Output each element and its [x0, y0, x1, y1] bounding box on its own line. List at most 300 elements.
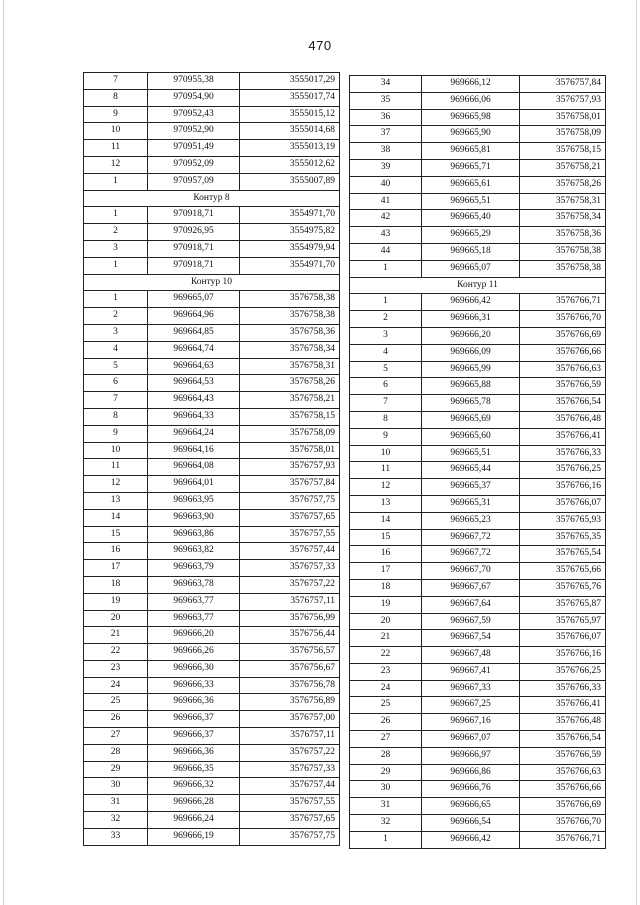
table-row [84, 89, 340, 106]
point-number-cell: 15 [84, 526, 148, 543]
table-row [350, 697, 606, 714]
y-coordinate-cell: 3554971,70 [240, 257, 340, 274]
point-number-cell: 10 [84, 442, 148, 459]
point-number-cell: 1 [350, 294, 422, 311]
table-row [84, 660, 340, 677]
x-coordinate-cell: 969667,16 [422, 714, 520, 731]
contour-header-row [350, 277, 606, 294]
x-coordinate-cell: 969663,77 [148, 610, 240, 627]
table-row [350, 378, 606, 395]
point-number-cell: 33 [84, 828, 148, 845]
x-coordinate-cell: 969667,64 [422, 596, 520, 613]
y-coordinate-cell: 3576766,69 [520, 798, 606, 815]
point-number-cell: 1 [84, 207, 148, 224]
y-coordinate-cell: 3576766,70 [520, 311, 606, 328]
y-coordinate-cell: 3576758,36 [520, 227, 606, 244]
point-number-cell: 13 [84, 492, 148, 509]
table-row [350, 764, 606, 781]
x-coordinate-cell: 969667,67 [422, 579, 520, 596]
point-number-cell: 4 [350, 344, 422, 361]
x-coordinate-cell: 969666,06 [422, 92, 520, 109]
point-number-cell: 27 [350, 731, 422, 748]
table-row [350, 428, 606, 445]
table-row [350, 260, 606, 277]
point-number-cell: 5 [84, 358, 148, 375]
table-row [350, 395, 606, 412]
x-coordinate-cell: 969665,88 [422, 378, 520, 395]
table-row [350, 529, 606, 546]
table-row [84, 442, 340, 459]
point-number-cell: 9 [350, 428, 422, 445]
table-row [84, 593, 340, 610]
y-coordinate-cell: 3576766,07 [520, 495, 606, 512]
point-number-cell: 44 [350, 243, 422, 260]
x-coordinate-cell: 970952,43 [148, 106, 240, 123]
y-coordinate-cell: 3576757,75 [240, 828, 340, 845]
y-coordinate-cell: 3555007,89 [240, 173, 340, 190]
y-coordinate-cell: 3576766,59 [520, 747, 606, 764]
table-row [84, 73, 340, 90]
x-coordinate-cell: 969664,33 [148, 408, 240, 425]
point-number-cell: 24 [350, 680, 422, 697]
page-number: 470 [308, 38, 332, 53]
point-number-cell: 2 [84, 308, 148, 325]
table-row [84, 627, 340, 644]
table-row [350, 630, 606, 647]
y-coordinate-cell: 3576757,84 [520, 76, 606, 93]
table-row [350, 546, 606, 563]
point-number-cell: 27 [84, 728, 148, 745]
y-coordinate-cell: 3576758,01 [240, 442, 340, 459]
point-number-cell: 19 [350, 596, 422, 613]
point-number-cell: 34 [350, 76, 422, 93]
point-number-cell: 26 [84, 711, 148, 728]
x-coordinate-cell: 970926,95 [148, 224, 240, 241]
table-row [84, 240, 340, 257]
table-row [84, 408, 340, 425]
point-number-cell: 18 [350, 579, 422, 596]
point-number-cell: 24 [84, 677, 148, 694]
y-coordinate-cell: 3576766,63 [520, 764, 606, 781]
y-coordinate-cell: 3576766,66 [520, 781, 606, 798]
point-number-cell: 25 [350, 697, 422, 714]
table-row [350, 294, 606, 311]
x-coordinate-cell: 969667,70 [422, 563, 520, 580]
contour-label: Контур 8 [84, 190, 340, 207]
x-coordinate-cell: 969666,97 [422, 747, 520, 764]
coordinates-table-left-body [84, 73, 340, 846]
x-coordinate-cell: 969665,07 [422, 260, 520, 277]
point-number-cell: 38 [350, 143, 422, 160]
point-number-cell: 20 [84, 610, 148, 627]
y-coordinate-cell: 3576757,33 [240, 560, 340, 577]
table-row [350, 193, 606, 210]
y-coordinate-cell: 3576758,26 [520, 176, 606, 193]
x-coordinate-cell: 969664,01 [148, 476, 240, 493]
x-coordinate-cell: 969666,28 [148, 795, 240, 812]
y-coordinate-cell: 3576758,26 [240, 375, 340, 392]
y-coordinate-cell: 3576766,66 [520, 344, 606, 361]
x-coordinate-cell: 969664,08 [148, 459, 240, 476]
table-row [350, 143, 606, 160]
table-row [350, 126, 606, 143]
table-row [350, 445, 606, 462]
table-row [84, 156, 340, 173]
table-row [350, 815, 606, 832]
x-coordinate-cell: 969666,36 [148, 694, 240, 711]
y-coordinate-cell: 3555015,12 [240, 106, 340, 123]
point-number-cell: 19 [84, 593, 148, 610]
table-row [84, 257, 340, 274]
y-coordinate-cell: 3576756,99 [240, 610, 340, 627]
point-number-cell: 41 [350, 193, 422, 210]
point-number-cell: 6 [84, 375, 148, 392]
point-number-cell: 20 [350, 613, 422, 630]
point-number-cell: 29 [350, 764, 422, 781]
y-coordinate-cell: 3576756,57 [240, 644, 340, 661]
table-row [84, 375, 340, 392]
y-coordinate-cell: 3554971,70 [240, 207, 340, 224]
table-row [84, 224, 340, 241]
y-coordinate-cell: 3576757,55 [240, 795, 340, 812]
x-coordinate-cell: 969666,20 [422, 327, 520, 344]
point-number-cell: 35 [350, 92, 422, 109]
table-row [350, 680, 606, 697]
y-coordinate-cell: 3555012,62 [240, 156, 340, 173]
point-number-cell: 2 [350, 311, 422, 328]
point-number-cell: 1 [350, 831, 422, 848]
point-number-cell: 14 [84, 509, 148, 526]
point-number-cell: 31 [84, 795, 148, 812]
y-coordinate-cell: 3576757,65 [240, 509, 340, 526]
table-row [350, 798, 606, 815]
x-coordinate-cell: 969666,19 [148, 828, 240, 845]
x-coordinate-cell: 969667,07 [422, 731, 520, 748]
y-coordinate-cell: 3576766,71 [520, 294, 606, 311]
table-row [350, 361, 606, 378]
y-coordinate-cell: 3576757,33 [240, 761, 340, 778]
table-row [84, 694, 340, 711]
table-row [350, 781, 606, 798]
point-number-cell: 32 [84, 812, 148, 829]
y-coordinate-cell: 3576766,54 [520, 395, 606, 412]
x-coordinate-cell: 969665,44 [422, 462, 520, 479]
y-coordinate-cell: 3576757,11 [240, 728, 340, 745]
table-row [84, 711, 340, 728]
y-coordinate-cell: 3576758,15 [520, 143, 606, 160]
x-coordinate-cell: 969667,25 [422, 697, 520, 714]
y-coordinate-cell: 3576756,78 [240, 677, 340, 694]
x-coordinate-cell: 969664,85 [148, 324, 240, 341]
point-number-cell: 7 [84, 392, 148, 409]
table-row [350, 243, 606, 260]
table-row [350, 327, 606, 344]
y-coordinate-cell: 3576766,48 [520, 411, 606, 428]
x-coordinate-cell: 969665,23 [422, 512, 520, 529]
y-coordinate-cell: 3576766,41 [520, 428, 606, 445]
point-number-cell: 4 [84, 341, 148, 358]
table-row [350, 462, 606, 479]
table-row [84, 207, 340, 224]
y-coordinate-cell: 3555017,74 [240, 89, 340, 106]
table-row [84, 761, 340, 778]
x-coordinate-cell: 969666,26 [148, 644, 240, 661]
table-row [84, 492, 340, 509]
x-coordinate-cell: 969667,72 [422, 546, 520, 563]
table-row [84, 828, 340, 845]
y-coordinate-cell: 3576766,25 [520, 663, 606, 680]
x-coordinate-cell: 969665,51 [422, 193, 520, 210]
x-coordinate-cell: 969666,42 [422, 831, 520, 848]
y-coordinate-cell: 3576765,35 [520, 529, 606, 546]
x-coordinate-cell: 969664,16 [148, 442, 240, 459]
table-row [84, 476, 340, 493]
point-number-cell: 8 [84, 408, 148, 425]
point-number-cell: 3 [84, 324, 148, 341]
point-number-cell: 22 [84, 644, 148, 661]
y-coordinate-cell: 3576766,33 [520, 680, 606, 697]
y-coordinate-cell: 3576765,97 [520, 613, 606, 630]
point-number-cell: 29 [84, 761, 148, 778]
y-coordinate-cell: 3555014,68 [240, 123, 340, 140]
y-coordinate-cell: 3576758,38 [520, 260, 606, 277]
point-number-cell: 2 [84, 224, 148, 241]
y-coordinate-cell: 3576766,16 [520, 479, 606, 496]
x-coordinate-cell: 969664,53 [148, 375, 240, 392]
table-row [84, 123, 340, 140]
x-coordinate-cell: 969665,37 [422, 479, 520, 496]
table-row [84, 173, 340, 190]
x-coordinate-cell: 969666,36 [148, 744, 240, 761]
y-coordinate-cell: 3576766,71 [520, 831, 606, 848]
y-coordinate-cell: 3576756,67 [240, 660, 340, 677]
table-row [84, 576, 340, 593]
x-coordinate-cell: 969665,81 [422, 143, 520, 160]
y-coordinate-cell: 3555013,19 [240, 140, 340, 157]
x-coordinate-cell: 969667,59 [422, 613, 520, 630]
point-number-cell: 8 [350, 411, 422, 428]
x-coordinate-cell: 970918,71 [148, 207, 240, 224]
y-coordinate-cell: 3576757,55 [240, 526, 340, 543]
x-coordinate-cell: 969664,63 [148, 358, 240, 375]
y-coordinate-cell: 3576758,38 [240, 308, 340, 325]
x-coordinate-cell: 969665,61 [422, 176, 520, 193]
x-coordinate-cell: 969666,32 [148, 778, 240, 795]
point-number-cell: 18 [84, 576, 148, 593]
point-number-cell: 36 [350, 109, 422, 126]
point-number-cell: 40 [350, 176, 422, 193]
y-coordinate-cell: 3576758,21 [520, 159, 606, 176]
point-number-cell: 11 [350, 462, 422, 479]
table-row [350, 747, 606, 764]
x-coordinate-cell: 969666,76 [422, 781, 520, 798]
point-number-cell: 1 [84, 173, 148, 190]
x-coordinate-cell: 969665,18 [422, 243, 520, 260]
table-row [84, 425, 340, 442]
y-coordinate-cell: 3576758,34 [240, 341, 340, 358]
table-row [84, 644, 340, 661]
point-number-cell: 13 [350, 495, 422, 512]
y-coordinate-cell: 3576758,31 [240, 358, 340, 375]
y-coordinate-cell: 3576766,69 [520, 327, 606, 344]
x-coordinate-cell: 969666,37 [148, 728, 240, 745]
table-row [84, 106, 340, 123]
table-row [84, 812, 340, 829]
x-coordinate-cell: 969667,33 [422, 680, 520, 697]
x-coordinate-cell: 969666,31 [422, 311, 520, 328]
contour-label: Контур 11 [350, 277, 606, 294]
x-coordinate-cell: 969664,74 [148, 341, 240, 358]
table-row [84, 509, 340, 526]
table-row [350, 714, 606, 731]
point-number-cell: 26 [350, 714, 422, 731]
x-coordinate-cell: 969665,99 [422, 361, 520, 378]
point-number-cell: 1 [350, 260, 422, 277]
table-row [350, 109, 606, 126]
x-coordinate-cell: 969665,07 [148, 291, 240, 308]
x-coordinate-cell: 969666,35 [148, 761, 240, 778]
x-coordinate-cell: 969666,42 [422, 294, 520, 311]
table-row [84, 728, 340, 745]
x-coordinate-cell: 969667,41 [422, 663, 520, 680]
x-coordinate-cell: 969665,31 [422, 495, 520, 512]
point-number-cell: 17 [84, 560, 148, 577]
table-row [84, 795, 340, 812]
point-number-cell: 14 [350, 512, 422, 529]
point-number-cell: 25 [84, 694, 148, 711]
y-coordinate-cell: 3576758,36 [240, 324, 340, 341]
point-number-cell: 22 [350, 647, 422, 664]
contour-header-row [84, 274, 340, 291]
point-number-cell: 1 [84, 291, 148, 308]
point-number-cell: 12 [350, 479, 422, 496]
point-number-cell: 42 [350, 210, 422, 227]
table-row [84, 341, 340, 358]
point-number-cell: 30 [350, 781, 422, 798]
point-number-cell: 43 [350, 227, 422, 244]
table-row [350, 159, 606, 176]
y-coordinate-cell: 3576756,44 [240, 627, 340, 644]
table-row [350, 479, 606, 496]
y-coordinate-cell: 3576766,54 [520, 731, 606, 748]
table-row [350, 663, 606, 680]
x-coordinate-cell: 969663,77 [148, 593, 240, 610]
table-row [350, 731, 606, 748]
y-coordinate-cell: 3576757,93 [240, 459, 340, 476]
point-number-cell: 9 [84, 106, 148, 123]
table-row [84, 677, 340, 694]
y-coordinate-cell: 3576766,33 [520, 445, 606, 462]
x-coordinate-cell: 969663,95 [148, 492, 240, 509]
x-coordinate-cell: 969666,86 [422, 764, 520, 781]
scan-edge-left [3, 0, 4, 905]
table-row [350, 647, 606, 664]
x-coordinate-cell: 969665,98 [422, 109, 520, 126]
y-coordinate-cell: 3554979,94 [240, 240, 340, 257]
point-number-cell: 12 [84, 156, 148, 173]
x-coordinate-cell: 969665,51 [422, 445, 520, 462]
table-row [84, 324, 340, 341]
y-coordinate-cell: 3576757,22 [240, 576, 340, 593]
y-coordinate-cell: 3576758,09 [520, 126, 606, 143]
x-coordinate-cell: 969664,96 [148, 308, 240, 325]
coordinates-table-right [349, 75, 606, 849]
table-row [350, 92, 606, 109]
y-coordinate-cell: 3576757,65 [240, 812, 340, 829]
point-number-cell: 10 [350, 445, 422, 462]
point-number-cell: 10 [84, 123, 148, 140]
point-number-cell: 15 [350, 529, 422, 546]
y-coordinate-cell: 3576757,00 [240, 711, 340, 728]
point-number-cell: 1 [84, 257, 148, 274]
x-coordinate-cell: 969667,54 [422, 630, 520, 647]
x-coordinate-cell: 969666,30 [148, 660, 240, 677]
y-coordinate-cell: 3576758,01 [520, 109, 606, 126]
y-coordinate-cell: 3576758,15 [240, 408, 340, 425]
point-number-cell: 3 [350, 327, 422, 344]
point-number-cell: 23 [84, 660, 148, 677]
y-coordinate-cell: 3576765,76 [520, 579, 606, 596]
x-coordinate-cell: 969663,78 [148, 576, 240, 593]
y-coordinate-cell: 3576758,38 [240, 291, 340, 308]
x-coordinate-cell: 969663,86 [148, 526, 240, 543]
y-coordinate-cell: 3576766,59 [520, 378, 606, 395]
x-coordinate-cell: 970951,49 [148, 140, 240, 157]
x-coordinate-cell: 969666,20 [148, 627, 240, 644]
table-row [350, 579, 606, 596]
y-coordinate-cell: 3576758,09 [240, 425, 340, 442]
table-row [350, 210, 606, 227]
point-number-cell: 23 [350, 663, 422, 680]
x-coordinate-cell: 969665,71 [422, 159, 520, 176]
point-number-cell: 28 [84, 744, 148, 761]
y-coordinate-cell: 3576757,44 [240, 778, 340, 795]
table-row [84, 358, 340, 375]
table-row [84, 291, 340, 308]
point-number-cell: 7 [350, 395, 422, 412]
point-number-cell: 31 [350, 798, 422, 815]
point-number-cell: 39 [350, 159, 422, 176]
table-row [350, 495, 606, 512]
y-coordinate-cell: 3576766,41 [520, 697, 606, 714]
x-coordinate-cell: 969665,90 [422, 126, 520, 143]
y-coordinate-cell: 3576758,21 [240, 392, 340, 409]
x-coordinate-cell: 969665,40 [422, 210, 520, 227]
x-coordinate-cell: 969663,82 [148, 543, 240, 560]
x-coordinate-cell: 969664,24 [148, 425, 240, 442]
table-row [350, 512, 606, 529]
x-coordinate-cell: 969667,48 [422, 647, 520, 664]
point-number-cell: 28 [350, 747, 422, 764]
point-number-cell: 21 [350, 630, 422, 647]
table-row [84, 308, 340, 325]
point-number-cell: 16 [350, 546, 422, 563]
x-coordinate-cell: 969666,65 [422, 798, 520, 815]
table-row [84, 744, 340, 761]
coordinates-table-right-body [350, 76, 606, 849]
point-number-cell: 37 [350, 126, 422, 143]
x-coordinate-cell: 969663,90 [148, 509, 240, 526]
x-coordinate-cell: 969664,43 [148, 392, 240, 409]
x-coordinate-cell: 969665,60 [422, 428, 520, 445]
y-coordinate-cell: 3576757,44 [240, 543, 340, 560]
point-number-cell: 12 [84, 476, 148, 493]
x-coordinate-cell: 969667,72 [422, 529, 520, 546]
x-coordinate-cell: 969666,54 [422, 815, 520, 832]
coordinates-table-left [83, 72, 340, 846]
table-row [350, 227, 606, 244]
table-row [350, 311, 606, 328]
